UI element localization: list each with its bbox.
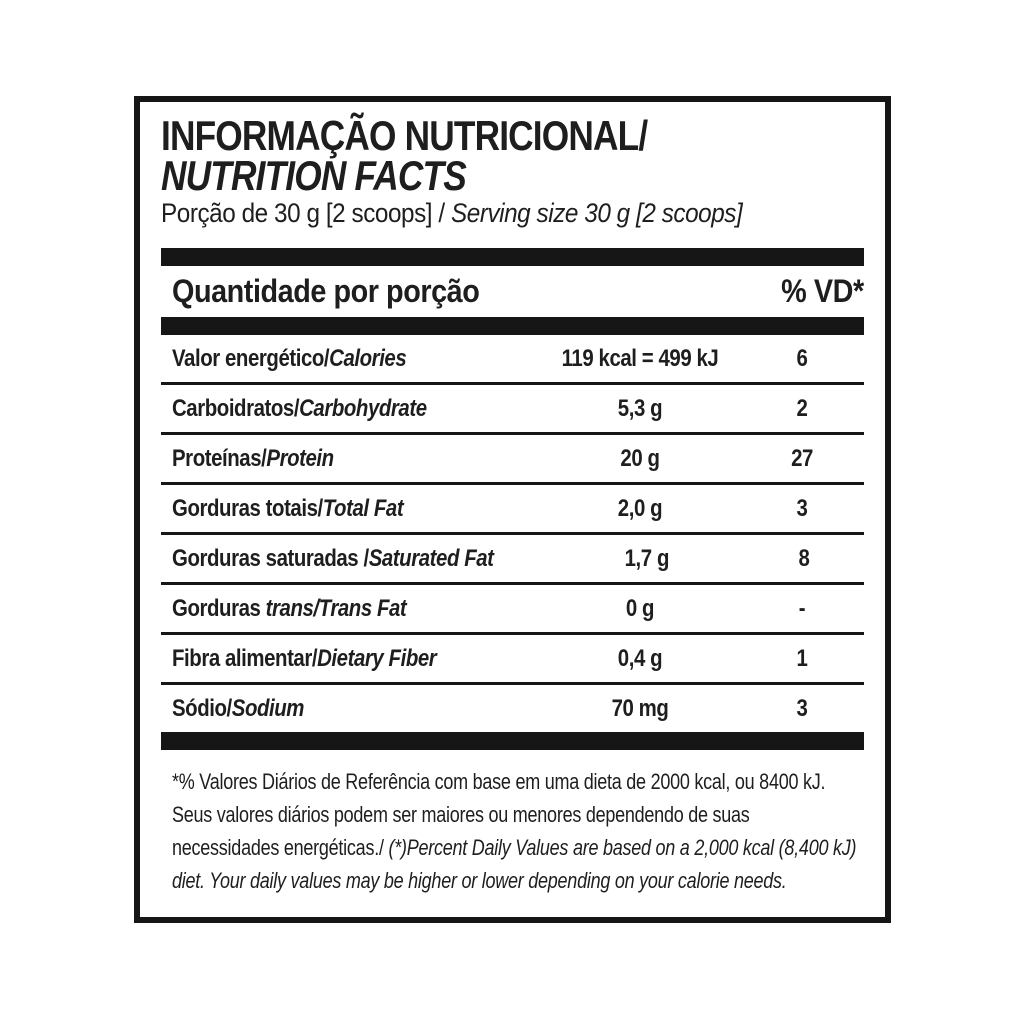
nutrient-name	[172, 595, 485, 623]
footnote-en: (*)Percent Daily Values are based on a 2,000 kcal (8,400 kJ) diet. Your daily values may be higher or lower depending on your calorie needs.	[172, 835, 857, 893]
column-header-daily-value: % VD*	[781, 273, 864, 309]
nutrient-name	[172, 495, 485, 523]
label-title-pt: INFORMAÇÃO NUTRICIONAL/	[161, 112, 648, 159]
nutrient-amount: 2,0 g	[617, 494, 663, 522]
nutrient-amount: 0,4 g	[617, 644, 663, 672]
nutrient-name-en: Total Fat	[322, 494, 404, 522]
nutrient-name-en: Saturated Fat	[368, 544, 494, 572]
nutrient-name-pt: Carboidratos/	[172, 394, 300, 422]
nutrient-name	[172, 395, 485, 423]
nutrient-name-pt: Gorduras saturadas /	[172, 544, 369, 572]
nutrient-daily-value: 1	[796, 644, 808, 672]
nutrient-daily-value: 8	[798, 544, 810, 572]
nutrient-name-en: trans/Trans Fat	[265, 594, 407, 622]
nutrient-daily-value: 3	[796, 694, 808, 722]
nutrient-name	[172, 695, 485, 723]
table-row-carbohydrate	[161, 385, 864, 432]
nutrient-name-en: Protein	[266, 444, 334, 472]
nutrient-amount: 0 g	[625, 594, 655, 622]
nutrient-name-en: Calories	[329, 344, 407, 372]
nutrient-name-en: Carbohydrate	[299, 394, 427, 422]
nutrition-label	[134, 96, 891, 923]
table-header-row	[161, 266, 864, 317]
nutrient-name-pt: Gorduras	[172, 594, 266, 622]
label-title-en: NUTRITION FACTS	[161, 152, 466, 199]
table-row-saturated-fat	[161, 535, 864, 582]
nutrient-daily-value: -	[798, 594, 806, 622]
serving-size-pt: Porção de 30 g [2 scoops] /	[161, 198, 451, 228]
nutrient-name-en: Dietary Fiber	[317, 644, 437, 672]
nutrient-name-pt: Gorduras totais/	[172, 494, 323, 522]
daily-values-footnote	[172, 765, 859, 897]
divider-bar-table-top	[161, 317, 864, 335]
label-content	[140, 102, 885, 897]
table-row-calories	[161, 335, 864, 382]
table-row-total-fat	[161, 485, 864, 532]
nutrient-amount: 1,7 g	[624, 544, 670, 572]
nutrient-name-pt: Valor energético/	[172, 344, 330, 372]
nutrient-name-pt: Proteínas/	[172, 444, 267, 472]
table-row-dietary-fiber	[161, 635, 864, 682]
divider-bar-header	[161, 248, 864, 266]
nutrient-name	[172, 345, 485, 373]
column-header-quantity: Quantidade por porção	[172, 273, 480, 309]
divider-bar-table-bottom	[161, 732, 864, 750]
table-row-sodium	[161, 685, 864, 732]
nutrient-daily-value: 27	[791, 444, 813, 472]
nutrient-name-en: Sodium	[231, 694, 305, 722]
nutrient-name-pt: Fibra alimentar/	[172, 644, 318, 672]
nutrient-name-pt: Sódio/	[172, 694, 232, 722]
nutrient-daily-value: 3	[796, 494, 808, 522]
table-row-trans-fat	[161, 585, 864, 632]
serving-size-en: Serving size 30 g [2 scoops]	[450, 198, 743, 228]
nutrient-daily-value: 6	[796, 344, 808, 372]
nutrient-amount: 119 kcal = 499 kJ	[561, 344, 719, 372]
nutrient-amount: 20 g	[620, 444, 660, 472]
table-row-protein	[161, 435, 864, 482]
footnote-pt: *% Valores Diários de Referência com base em uma dieta de 2000 kcal, ou 8400 kJ. Seus valores diários podem ser maiores ou menores dependendo de suas necessidades energéticas./	[172, 769, 826, 860]
nutrient-daily-value: 2	[796, 394, 808, 422]
nutrient-name	[172, 645, 485, 673]
serving-size-line	[161, 196, 794, 230]
nutrient-amount: 70 mg	[611, 694, 669, 722]
nutrient-amount: 5,3 g	[617, 394, 663, 422]
nutrient-name	[172, 545, 494, 573]
nutrient-name	[172, 445, 485, 473]
